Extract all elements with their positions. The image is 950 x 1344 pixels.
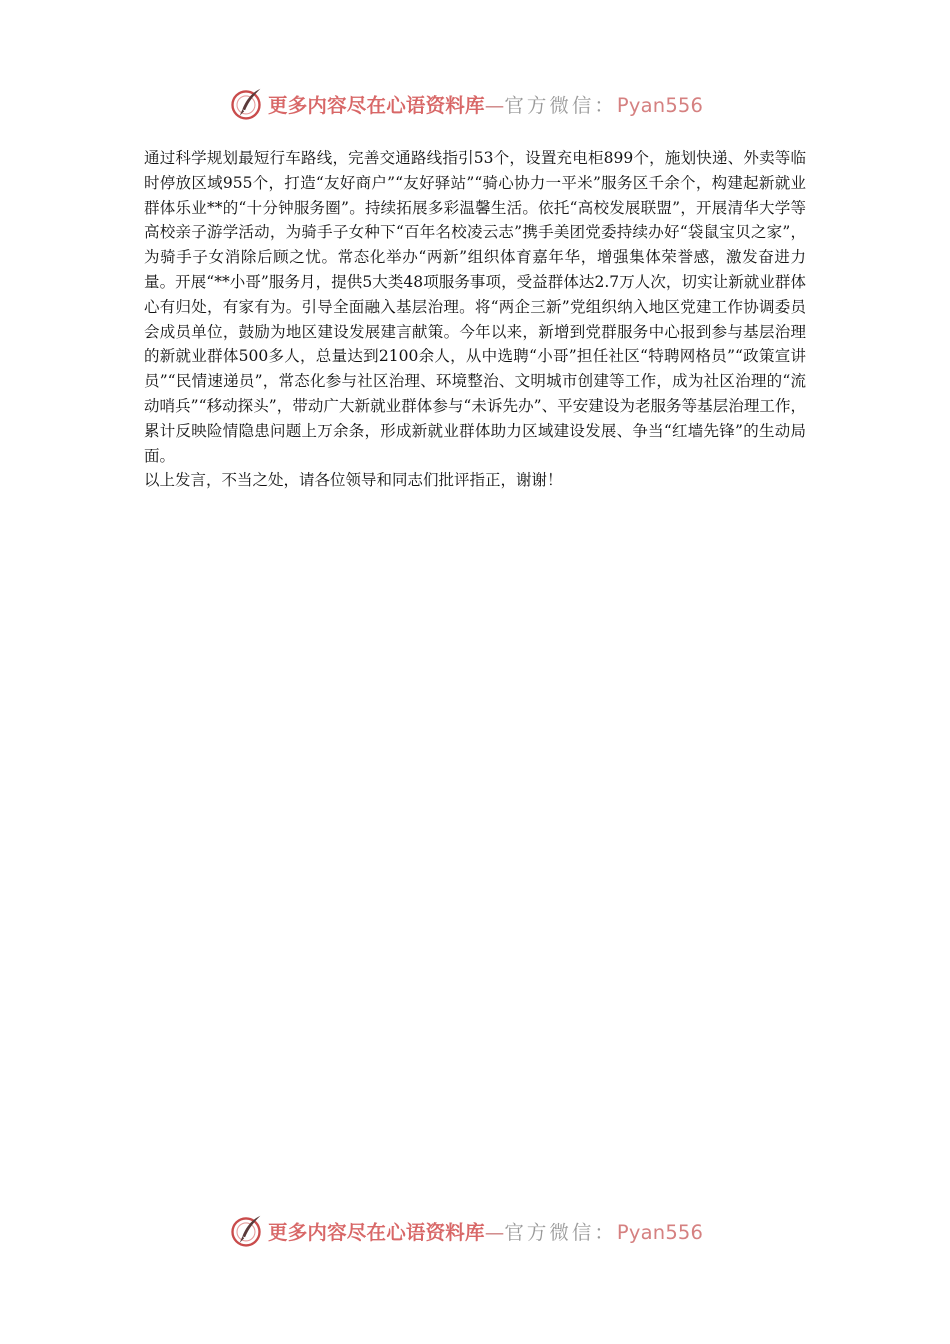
closing-paragraph: 以上发言，不当之处，请各位领导和同志们批评指正，谢谢！ <box>144 471 563 490</box>
watermark-dash: — <box>484 94 505 117</box>
watermark-brand: 更多内容尽在心语资料库 <box>268 1221 485 1244</box>
quill-logo-icon <box>228 1213 264 1249</box>
footer-watermark <box>228 1211 748 1251</box>
watermark-wechat-label: 官方微信： <box>504 1221 617 1244</box>
watermark-text <box>268 1217 703 1245</box>
watermark-wechat-label: 官方微信： <box>504 94 617 117</box>
watermark-dash: — <box>484 1221 505 1244</box>
header-watermark <box>228 84 748 124</box>
watermark-handle: Pyan556 <box>616 1221 704 1244</box>
watermark-handle: Pyan556 <box>616 94 704 117</box>
body-paragraph: 通过科学规划最短行车路线，完善交通路线指引53个，设置充电柜899个，施划快递、外卖等临时停放区域955个，打造“友好商户”“友好驿站”“骑心协力一平米”服务区千余个，构建起新就业群体乐业**的“十分钟服务圈”。持续拓展多彩温馨生活。依托“高校发展联盟”，开展清华大学等高校亲子游学活动，为骑手子女种下“百年名校凌云志”携手美团党委持续办好“袋鼠宝贝之家”，为骑手子女消除后顾之忧。常态化举办“两新”组织体育嘉年华，增强集体荣誉感，激发奋进力量。开展“**小哥”服务月，提供5大类48项服务事项，受益群体达2.7万人次，切实让新就业群体心有归处，有家有为。引导全面融入基层治理。将“两企三新”党组织纳入地区党建工作协调委员会成员单位，鼓励为地区建设发展建言献策。今年以来，新增到党群服务中心报到参与基层治理的新就业群体500多人，总量达到2100余人，从中选聘“小哥”担任社区“特聘网格员”“政策宣讲员”“民情速递员”，常态化参与社区治理、环境整治、文明城市创建等工作，成为社区治理的“流动哨兵”“移动探头”，带动广大新就业群体参与“未诉先办”、平安建设为老服务等基层治理工作，累计反映险情隐患问题上万余条，形成新就业群体助力区域建设发展、争当“红墙先锋”的生动局面。 <box>144 149 806 465</box>
quill-logo-icon <box>228 86 264 122</box>
watermark-text <box>268 90 703 118</box>
document-body <box>144 146 806 493</box>
watermark-brand: 更多内容尽在心语资料库 <box>268 94 485 117</box>
